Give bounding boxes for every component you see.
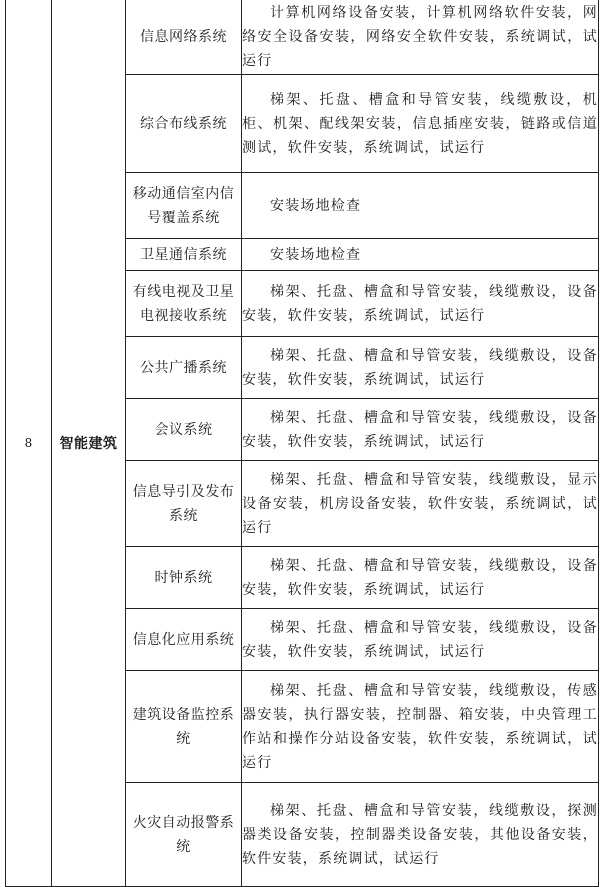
work-items: 安装场地检查 bbox=[242, 173, 599, 239]
division-name: 智能建筑 bbox=[52, 0, 126, 887]
subsystem-name: 信息网络系统 bbox=[126, 0, 242, 75]
subsystem-name: 建筑设备监控系统 bbox=[126, 671, 242, 783]
work-items: 梯架、托盘、槽盒和导管安装，线缆敷设，设备安装，软件安装，系统调试，试运行 bbox=[242, 271, 599, 337]
table-row bbox=[6, 0, 599, 75]
subsystem-name: 有线电视及卫星电视接收系统 bbox=[126, 271, 242, 337]
work-items: 梯架、托盘、槽盒和导管安装，线缆敷设，传感器安装，执行器安装，控制器、箱安装，中央管理工作站和操作分站设备安装，软件安装，系统调试，试运行 bbox=[242, 671, 599, 783]
work-items: 梯架、托盘、槽盒和导管安装，线缆敷设，探测器类设备安装，控制器类设备安装，其他设备安装，软件安装，系统调试，试运行 bbox=[242, 783, 599, 887]
work-items: 梯架、托盘、槽盒和导管安装，线缆敷设，设备安装，软件安装，系统调试，试运行 bbox=[242, 337, 599, 399]
work-items: 安装场地检查 bbox=[242, 239, 599, 271]
work-items: 梯架、托盘、槽盒和导管安装，线缆敷设，设备安装，软件安装，系统调试，试运行 bbox=[242, 609, 599, 671]
work-items: 梯架、托盘、槽盒和导管安装，线缆敷设，设备安装，软件安装，系统调试，试运行 bbox=[242, 547, 599, 609]
subsystem-name: 会议系统 bbox=[126, 399, 242, 461]
work-items: 计算机网络设备安装，计算机网络软件安装，网络安全设备安装，网络安全软件安装，系统调试，试运行 bbox=[242, 0, 599, 75]
work-items: 梯架、托盘、槽盒和导管安装，线缆敷设，设备安装，软件安装，系统调试，试运行 bbox=[242, 399, 599, 461]
subsystem-name: 信息化应用系统 bbox=[126, 609, 242, 671]
subsystem-name: 火灾自动报警系统 bbox=[126, 783, 242, 887]
subsystem-name: 卫星通信系统 bbox=[126, 239, 242, 271]
item-number: 8 bbox=[6, 0, 52, 887]
subsystem-name: 信息导引及发布系统 bbox=[126, 461, 242, 547]
subsystem-name: 时钟系统 bbox=[126, 547, 242, 609]
construction-items-table bbox=[5, 0, 599, 887]
subsystem-name: 公共广播系统 bbox=[126, 337, 242, 399]
work-items: 梯架、托盘、槽盒和导管安装，线缆敷设，显示设备安装，机房设备安装，软件安装，系统调试，试运行 bbox=[242, 461, 599, 547]
subsystem-name: 综合布线系统 bbox=[126, 75, 242, 173]
work-items: 梯架、托盘、槽盒和导管安装，线缆敷设，机柜、机架、配线架安装，信息插座安装，链路或信道测试，软件安装，系统调试，试运行 bbox=[242, 75, 599, 173]
subsystem-name: 移动通信室内信号覆盖系统 bbox=[126, 173, 242, 239]
